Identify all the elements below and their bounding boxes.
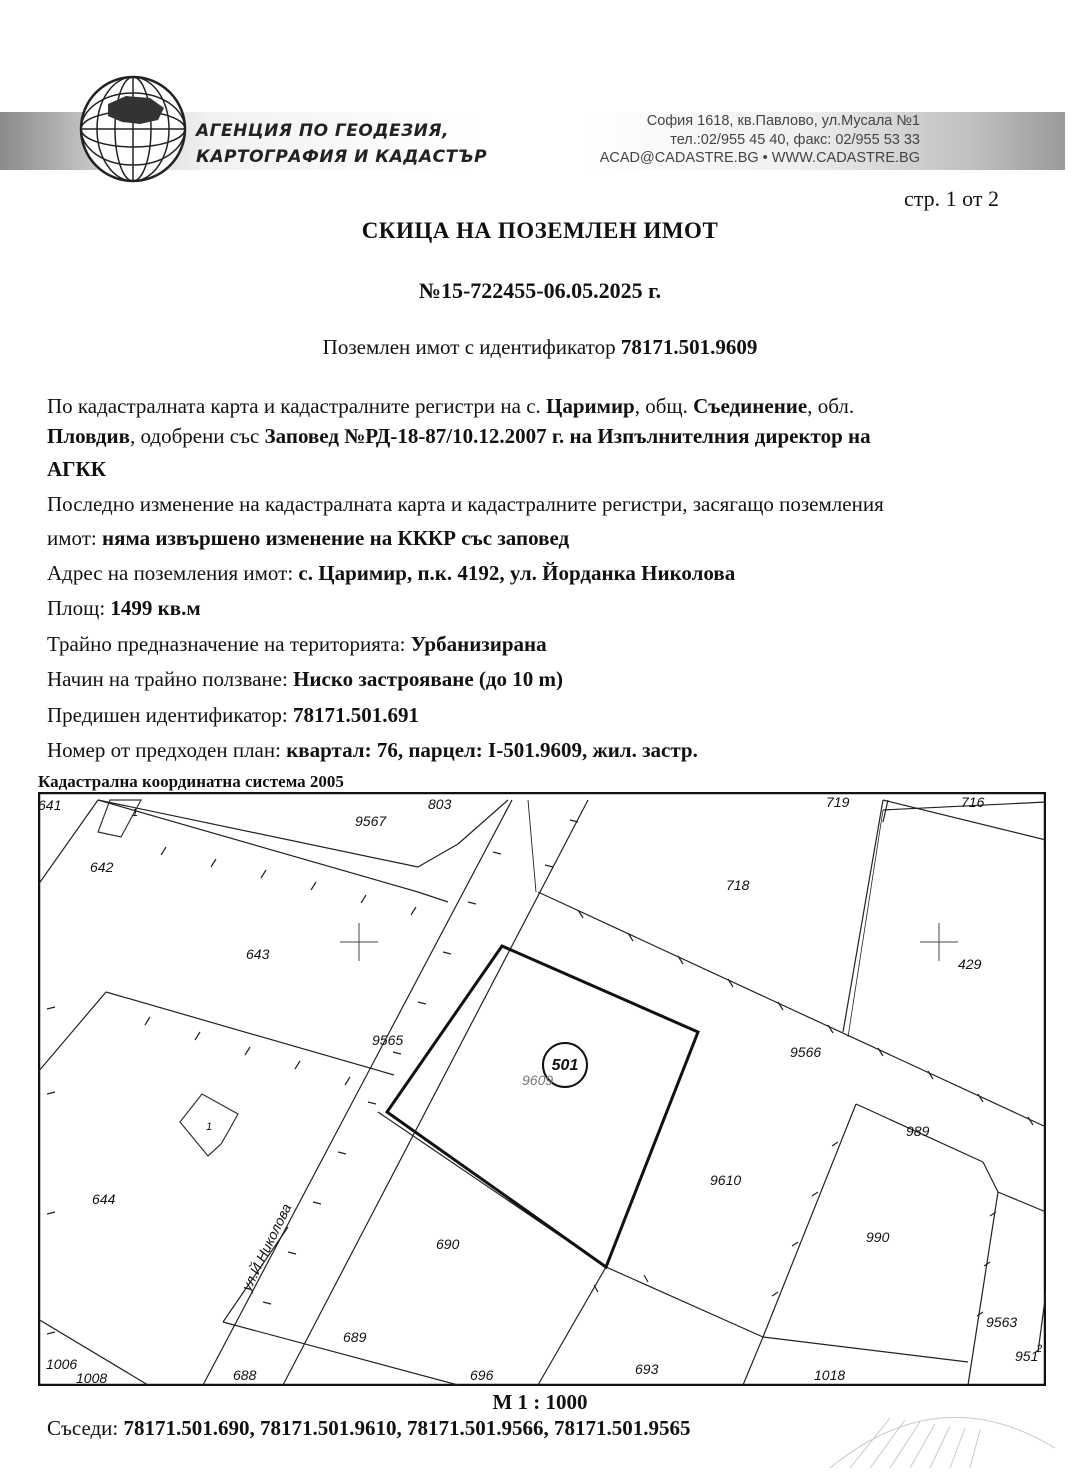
parcel-label: 644 [92, 1191, 116, 1207]
agency-name-line2: КАРТОГРАФИЯ И КАДАСТЪР [196, 147, 488, 167]
parcel-label: 9610 [710, 1172, 742, 1188]
neighbors-list: 78171.501.690, 78171.501.9610, 78171.501.9566, 78171.501.9565 [123, 1416, 691, 1440]
cadastral-map [38, 792, 1046, 1386]
parcel-label: 1 [206, 1121, 213, 1133]
purpose-label: Трайно предназначение на територията: [47, 632, 406, 656]
page-number: стр. 1 от 2 [904, 186, 999, 211]
registry-line-3: АГКК [47, 457, 106, 481]
parcel-label: 1018 [814, 1367, 846, 1383]
address-value: с. Царимир, п.к. 4192, ул. Йорданка Николова [298, 561, 736, 585]
approval-order: Заповед №РД-18-87/10.12.2007 г. на Изпълнителния директор на [264, 424, 871, 448]
parcel-label: 716 [961, 794, 985, 810]
registry-line-1 [47, 393, 854, 419]
parcel-label: 9565 [372, 1032, 404, 1048]
parcel-label: 642 [90, 859, 114, 875]
area-value: 1499 кв.м [110, 596, 201, 620]
document-title: СКИЦА НА ПОЗЕМЛЕН ИМОТ [361, 218, 719, 243]
parcel-label: 718 [726, 877, 750, 893]
document-number: №15-722455-06.05.2025 г. [418, 278, 662, 303]
usage-value: Ниско застрояване (до 10 m) [293, 667, 563, 691]
last-change-line-1: Последно изменение на кадастралната карта и кадастралните регистри, засягащо поземления [47, 492, 884, 516]
registry-line-2 [47, 423, 871, 449]
area-label: Площ: [47, 596, 106, 620]
street-name: ул.Й.Николова [238, 1200, 295, 1294]
area-row [47, 595, 201, 621]
previous-id-value: 78171.501.691 [293, 703, 420, 727]
registry-text-3: , обл. [807, 394, 855, 418]
usage-row [47, 666, 563, 692]
parcel-label: 2 [1036, 1343, 1043, 1355]
parcel-label: 690 [436, 1236, 460, 1252]
parcel-label: 1006 [46, 1356, 78, 1372]
address-label: Адрес на поземления имот: [47, 561, 294, 585]
block-number: 501 [551, 1057, 579, 1074]
agency-globe-logo [78, 74, 188, 184]
parcel-label: 1 [132, 807, 139, 819]
last-change-label: имот: [47, 526, 97, 550]
parcel-label: 951 [1015, 1348, 1039, 1364]
parcel-label: 689 [343, 1329, 367, 1345]
purpose-row [47, 631, 547, 657]
agency-address: София 1618, кв.Павлово, ул.Мусала №1 [646, 113, 920, 129]
parcel-label: 693 [635, 1361, 659, 1377]
stamp-mark [820, 1388, 1060, 1468]
region-name: Пловдив [47, 424, 130, 448]
previous-plan-value: квартал: 76, парцел: I-501.9609, жил. застр. [286, 738, 698, 762]
parcel-label: 990 [866, 1229, 890, 1245]
identifier-line [0, 335, 1080, 360]
parcel-label: 688 [233, 1367, 257, 1383]
parcel-label: 989 [906, 1123, 930, 1139]
map-caption: Кадастрална координатна система 2005 [38, 772, 344, 791]
municipality-name: Съединение [693, 394, 808, 418]
previous-id-row [47, 702, 419, 728]
registry-text-2: , общ. [634, 394, 688, 418]
parcel-label: 9566 [790, 1044, 822, 1060]
parcel-label: 429 [958, 956, 982, 972]
registry-text-4: , одобрени със [129, 424, 260, 448]
identifier-label: Поземлен имот с идентификатор [322, 335, 616, 359]
identifier-value: 78171.501.9609 [620, 335, 758, 359]
last-change-line-2 [47, 525, 569, 551]
parcel-label: 9609 [522, 1072, 554, 1088]
address-row [47, 560, 735, 586]
usage-label: Начин на трайно ползване: [47, 667, 288, 691]
agency-phone: тел.:02/955 45 40, факс: 02/955 53 33 [670, 131, 920, 148]
village-name: Царимир [546, 394, 635, 418]
parcel-label: 643 [246, 946, 270, 962]
neighbors-label: Съседи: [47, 1416, 119, 1440]
agency-name [196, 118, 487, 170]
parcel-label: 9563 [986, 1314, 1018, 1330]
last-change-value: няма извършено изменение на КККР със заповед [102, 526, 570, 550]
agency-name-line1: АГЕНЦИЯ ПО ГЕОДЕЗИЯ, [196, 121, 449, 141]
purpose-value: Урбанизирана [410, 632, 547, 656]
parcel-label: 9567 [355, 813, 387, 829]
registry-text-1: По кадастралната карта и кадастралните регистри на с. [47, 394, 541, 418]
parcel-label: 719 [826, 794, 850, 810]
agency-web: ACAD@CADASTRE.BG • WWW.CADASTRE.BG [599, 150, 920, 166]
parcel-label: 1008 [76, 1370, 108, 1386]
parcel-label: 641 [38, 797, 62, 813]
previous-plan-label: Номер от предходен план: [47, 738, 281, 762]
agency-contacts [600, 112, 920, 168]
previous-plan-row [47, 737, 698, 763]
previous-id-label: Предишен идентификатор: [47, 703, 288, 727]
parcel-label: 803 [428, 796, 452, 812]
parcel-label: 696 [470, 1367, 494, 1383]
neighbors-line [47, 1416, 691, 1441]
map-scale: М 1 : 1000 [492, 1390, 588, 1414]
